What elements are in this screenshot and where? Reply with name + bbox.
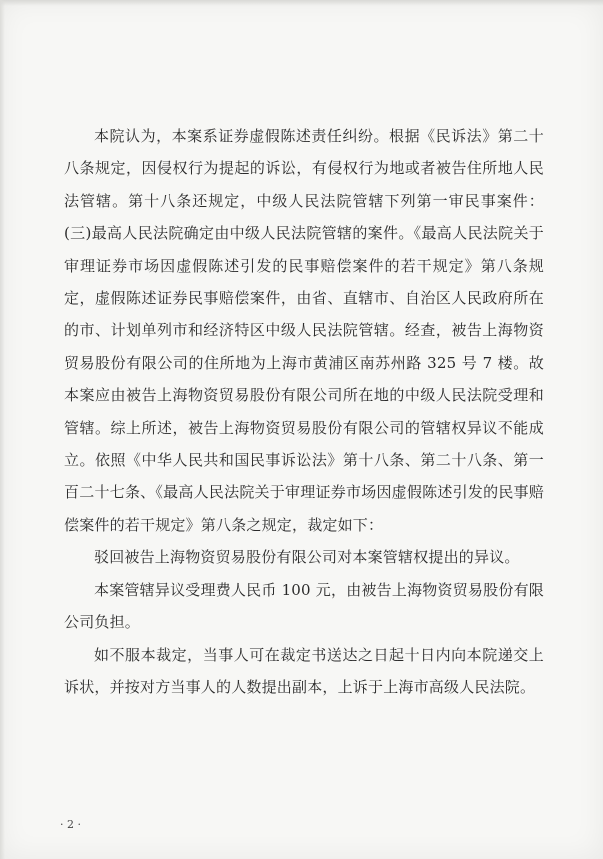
paragraph-court-opinion: 本院认为，本案系证券虚假陈述责任纠纷。根据《民诉法》第二十八条规定，因侵权行为提起的诉讼，有侵权行为地或者被告住所地人民法管辖。第十八条还规定，中级人民法院管辖下列第一审民事案件：(三)最高人民法院确定由中级人民法院管辖的案件。《最高人民法院关于审理证券市场因虚假陈述引发的民事赔偿案件的若干规定》第八条规定，虚假陈述证券民事赔偿案件，由省、直辖市、自治区人民政府所在的市、计划单列市和经济特区中级人民法院管辖。经查，被告上海物资贸易股份有限公司的住所地为上海市黄浦区南苏州路 325 号 7 楼。故本案应由被告上海物资贸易股份有限公司所在地的中级人民法院受理和管辖。综上所述，被告上海物资贸易股份有限公司的管辖权异议不能成立。依照《中华人民共和国民事诉讼法》第十八条、第二十八条、第一百二十七条、《最高人民法院关于审理证券市场因虚假陈述引发的民事赔偿案件的若干规定》第八条之规定，裁定如下： [64,127,544,534]
scan-edge-left [0,0,5,859]
paragraph-ruling-dismissal: 驳回被告上海物资贸易股份有限公司对本案管辖权提出的异议。 [94,548,520,567]
paragraph-fee-allocation: 本案管辖异议受理费人民币 100 元，由被告上海物资贸易股份有限公司负担。 [64,580,544,632]
scan-edge-top [0,0,603,6]
ruling-body [64,120,544,703]
page-number: · 2 · [60,818,81,831]
paragraph-appeal-notice: 如不服本裁定，当事人可在裁定书送达之日起十日内向本院递交上诉状，并按对方当事人的人数提出副本，上诉于上海市高级人民法院。 [64,645,544,696]
